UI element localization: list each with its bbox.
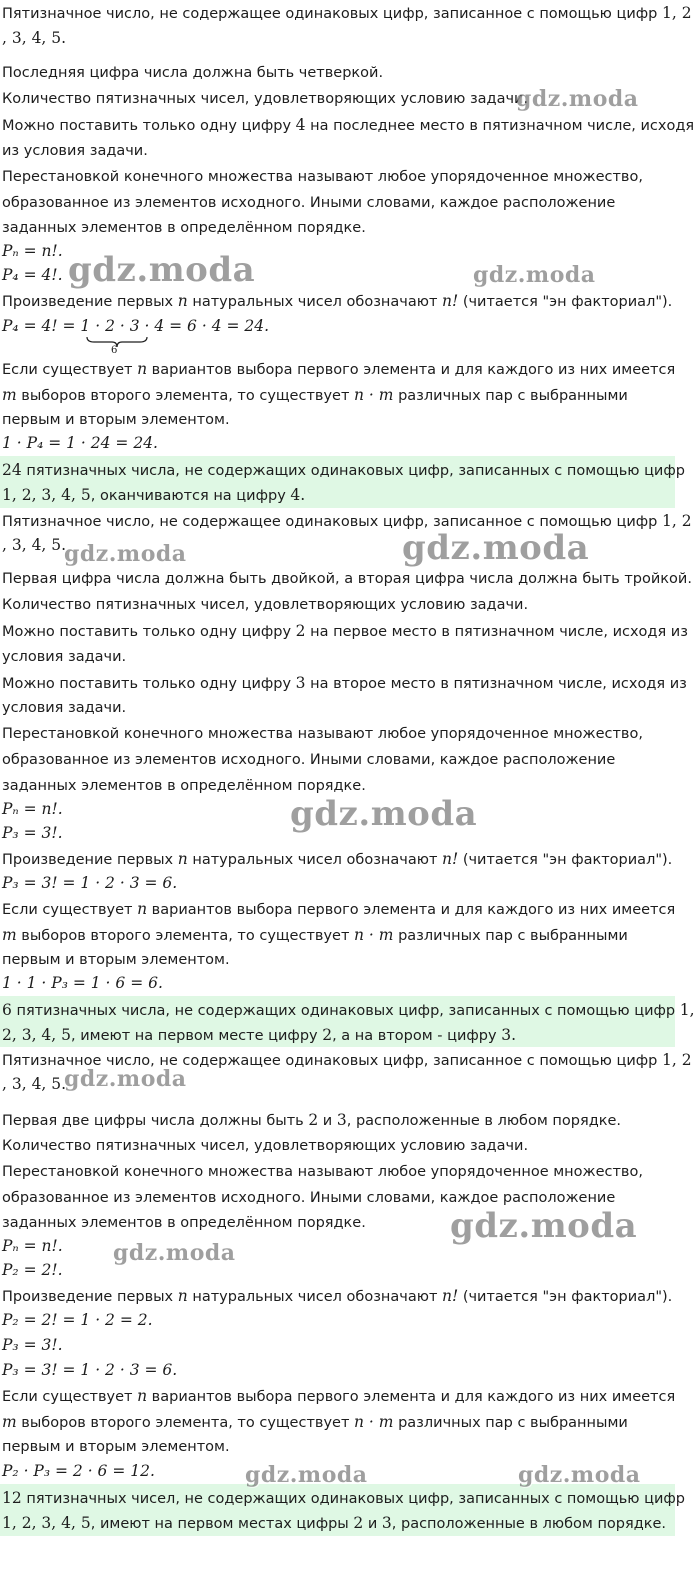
- text-line: условия задачи.: [2, 700, 127, 716]
- answer-line: 1, 2, 3, 4, 5, оканчиваются на цифру 4.: [2, 486, 306, 504]
- text-line: Пятизначное число, не содержащее одинаковых цифр, записанное с помощью цифр 1, 2: [2, 512, 692, 530]
- text-line: Количество пятизначных чисел, удовлетворяющих условию задачи.: [2, 1138, 529, 1154]
- text-line: Первая две цифры числа должны быть 2 и 3, расположенные в любом порядке.: [2, 1111, 622, 1129]
- text-line: Можно поставить только одну цифру 4 на последнее место в пятизначном числе, исходя: [2, 116, 695, 134]
- formula: Pₙ = n!.: [2, 242, 63, 260]
- formula: P₃ = 3! = 1 · 2 · 3 = 6.: [2, 874, 178, 892]
- formula: P₃ = 3! = 1 · 2 · 3 = 6.: [2, 1361, 178, 1379]
- text-line: Если существует n вариантов выбора первого элемента и для каждого из них имеется: [2, 900, 676, 918]
- watermark: gdz.moda: [68, 250, 256, 290]
- answer-box: [0, 1484, 685, 1536]
- answer-box: [0, 456, 685, 508]
- text-line: Количество пятизначных чисел, удовлетворяющих условию задачи.: [2, 597, 529, 613]
- text-line: m выборов второго элемента, то существует n · m различных пар с выбранными: [2, 386, 628, 404]
- text-line: образованное из элементов исходного. Иными словами, каждое расположение: [2, 752, 616, 768]
- watermark: gdz.moda: [113, 1240, 236, 1266]
- text-line: первым и вторым элементом.: [2, 1439, 230, 1455]
- formula: P₃ = 3!.: [2, 1336, 63, 1354]
- text-line: условия задачи.: [2, 649, 127, 665]
- text-line: образованное из элементов исходного. Иными словами, каждое расположение: [2, 195, 616, 211]
- text-line: Последняя цифра числа должна быть четверкой.: [2, 65, 384, 81]
- text-line: Первая цифра числа должна быть двойкой, а вторая цифра числа должна быть тройкой.: [2, 571, 692, 587]
- brace-label: 6: [111, 345, 118, 356]
- watermark: gdz.moda: [64, 1066, 187, 1092]
- text-line: Пятизначное число, не содержащее одинаковых цифр, записанное с помощью цифр 1, 2: [2, 4, 692, 22]
- text-line: Можно поставить только одну цифру 3 на второе место в пятизначном числе, исходя из: [2, 674, 687, 692]
- formula: P₂ = 2!.: [2, 1261, 63, 1279]
- text-line: Можно поставить только одну цифру 2 на первое место в пятизначном числе, исходя из: [2, 622, 688, 640]
- text-line: Произведение первых n натуральных чисел обозначают n! (читается "эн факториал").: [2, 850, 673, 868]
- watermark: gdz.moda: [450, 1206, 638, 1246]
- formula: P₄ = 4!.: [2, 266, 63, 284]
- text-line: Произведение первых n натуральных чисел обозначают n! (читается "эн факториал").: [2, 292, 673, 310]
- watermark: gdz.moda: [290, 794, 478, 834]
- watermark: gdz.moda: [473, 262, 596, 288]
- text-line: Пятизначное число, не содержащее одинаковых цифр, записанное с помощью цифр 1, 2: [2, 1051, 692, 1069]
- formula: P₂ · P₃ = 2 · 6 = 12.: [2, 1462, 155, 1480]
- formula: 1 · P₄ = 1 · 24 = 24.: [2, 434, 158, 452]
- formula: P₂ = 2! = 1 · 2 = 2.: [2, 1311, 153, 1329]
- formula: Pₙ = n!.: [2, 800, 63, 818]
- text-line: образованное из элементов исходного. Иными словами, каждое расположение: [2, 1190, 616, 1206]
- text-line: заданных элементов в определённом порядке.: [2, 1215, 366, 1231]
- text-line: Произведение первых n натуральных чисел обозначают n! (читается "эн факториал").: [2, 1287, 673, 1305]
- text-line: Перестановкой конечного множества называют любое упорядоченное множество,: [2, 726, 643, 742]
- text-line: заданных элементов в определённом порядке.: [2, 778, 366, 794]
- text-line: m выборов второго элемента, то существует n · m различных пар с выбранными: [2, 1413, 628, 1431]
- formula: P₃ = 3!.: [2, 824, 63, 842]
- text-line: , 3, 4, 5.: [2, 29, 67, 47]
- answer-box: [0, 996, 695, 1047]
- watermark: gdz.moda: [402, 528, 590, 568]
- text-line: Перестановкой конечного множества называют любое упорядоченное множество,: [2, 169, 643, 185]
- answer-line: 24 пятизначных числа, не содержащих одинаковых цифр, записанных с помощью цифр: [2, 461, 685, 479]
- text-line: Если существует n вариантов выбора первого элемента и для каждого из них имеется: [2, 1387, 676, 1405]
- text-line: , 3, 4, 5.: [2, 1075, 67, 1093]
- text-line: m выборов второго элемента, то существует n · m различных пар с выбранными: [2, 926, 628, 944]
- text-line: Количество пятизначных чисел, удовлетворяющих условию задачи.: [2, 91, 529, 107]
- text-line: из условия задачи.: [2, 143, 148, 159]
- watermark: gdz.moda: [518, 1462, 641, 1488]
- text-line: заданных элементов в определённом порядке.: [2, 220, 366, 236]
- text-line: первым и вторым элементом.: [2, 952, 230, 968]
- text-line: Перестановкой конечного множества называют любое упорядоченное множество,: [2, 1164, 643, 1180]
- formula: P₄ = 4! = 1 · 2 · 3 · 4 = 6 · 4 = 24.: [2, 317, 270, 335]
- formula: Pₙ = n!.: [2, 1237, 63, 1255]
- answer-line: 6 пятизначных числа, не содержащих одинаковых цифр, записанных с помощью цифр 1,: [2, 1001, 695, 1019]
- answer-line: 12 пятизначных чисел, не содержащих одинаковых цифр, записанных с помощью цифр: [2, 1489, 685, 1507]
- answer-line: 2, 3, 4, 5, имеют на первом месте цифру 2, а на втором - цифру 3.: [2, 1026, 516, 1044]
- formula: 1 · 1 · P₃ = 1 · 6 = 6.: [2, 974, 163, 992]
- answer-line: 1, 2, 3, 4, 5, имеют на первом местах цифры 2 и 3, расположенные в любом порядке.: [2, 1514, 667, 1532]
- watermark: gdz.moda: [64, 541, 187, 567]
- text-line: первым и вторым элементом.: [2, 412, 230, 428]
- watermark: gdz.moda: [516, 86, 639, 112]
- text-line: Если существует n вариантов выбора первого элемента и для каждого из них имеется: [2, 360, 676, 378]
- watermark: gdz.moda: [245, 1462, 368, 1488]
- text-line: , 3, 4, 5.: [2, 536, 67, 554]
